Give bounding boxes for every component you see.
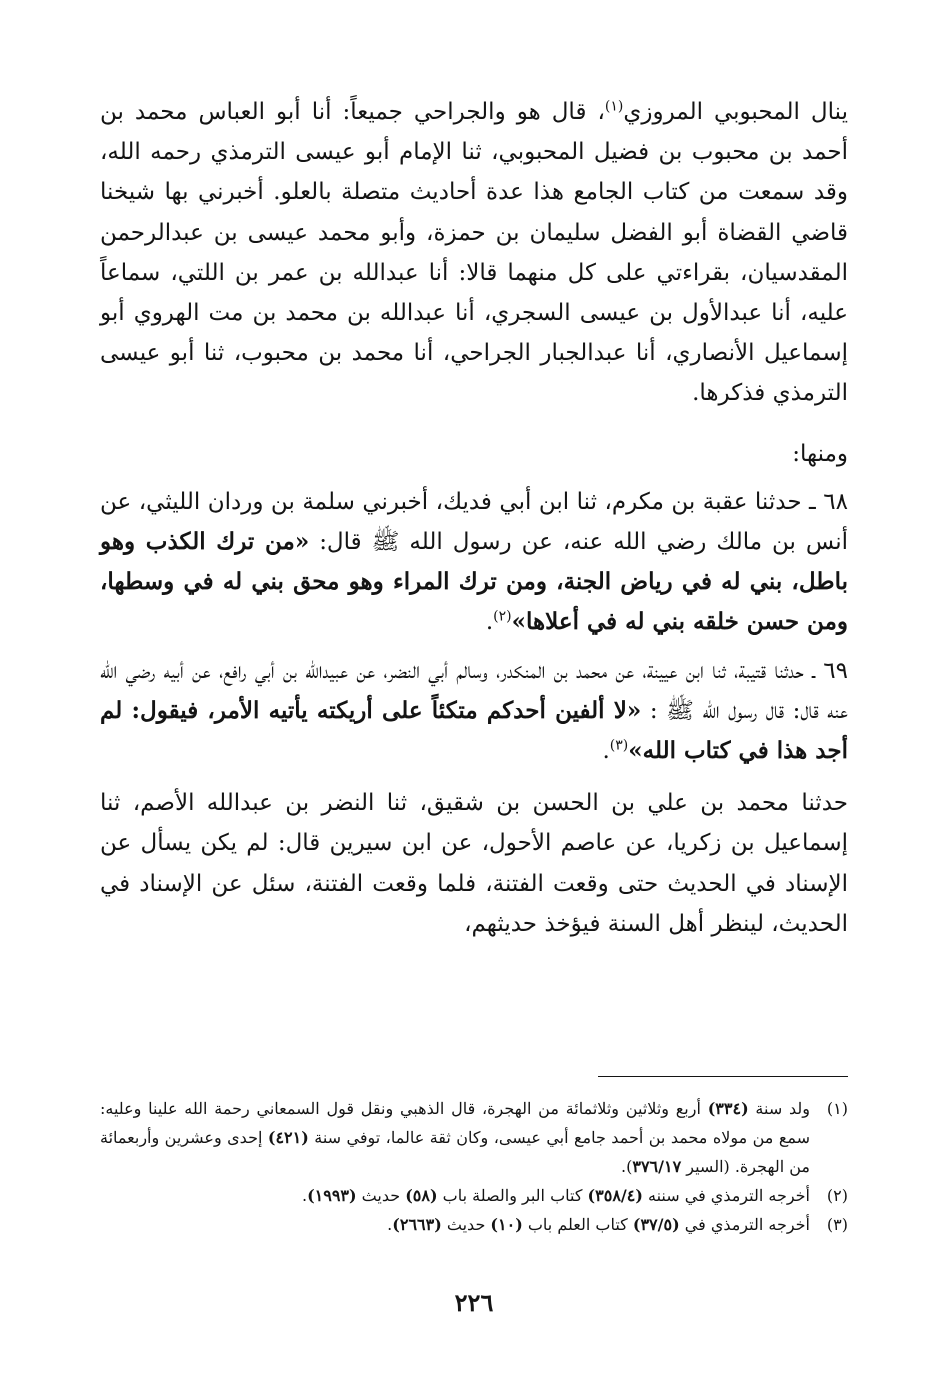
footnote-text: إحدى وعشرين وأربعمائة من الهجرة. (السير: [100, 1128, 810, 1176]
footnotes: [100, 1094, 848, 1239]
footnote-text: حديث: [356, 1186, 406, 1205]
footnote-ref-3: (٣): [609, 737, 629, 754]
footnote-text: .: [301, 1186, 308, 1205]
hadith-68-chain: ٦٨ ـ حدثنا عقبة بن مكرم، ثنا ابن أبي فديك، أخبرني سلمة بن وردان الليثي، عن أنس بن مالك رضي الله عنه، عن رسول الله ﷺ قال:: [100, 488, 849, 556]
footnote-value: (٢٦٦٣): [392, 1215, 442, 1234]
footnote-3: [100, 1210, 848, 1239]
footnote-value: (٣٧/٥): [632, 1215, 680, 1234]
hadith-68-end: .: [485, 609, 494, 636]
footnote-text: .: [387, 1215, 393, 1234]
footnote-number: (٢): [826, 1186, 848, 1205]
footnote-text: ولد سنة: [748, 1099, 811, 1118]
footnote-value: (١٩٩٣): [307, 1186, 357, 1205]
hadith-69-end: .: [602, 738, 610, 765]
hadith-69-text: «لا ألفين أحدكم متكئاً على أريكته يأتيه الأمر، فيقول: لم أجد هذا في كتاب الله»: [100, 696, 848, 765]
hadith-68-text: «من ترك الكذب وهو باطل، بني له في رياض الجنة، ومن ترك المراء وهو محق بني له في وسطها، ومن حسن خلقه بني له في أعلاها»: [100, 528, 848, 636]
hadith-69: [100, 651, 848, 772]
footnote-value: (٥٨): [405, 1186, 438, 1205]
footnote-value: (٣٣٤): [707, 1099, 749, 1118]
footnote-text: ).: [621, 1157, 633, 1176]
hadith-68: [100, 482, 848, 643]
main-text: [100, 92, 848, 944]
footnote-separator: [598, 1076, 848, 1077]
hadith-69-chain: ٦٩ ـ حدثنا قتيبة، ثنا ابن عيينة، عن محمد بن المنكدر، وسالم أبي النضر، عن عبيدالله بن أبي رافع، عن أبيه رضي الله عنه قال: قال رسول الله ﷺ :: [100, 657, 848, 724]
footnote-ref-2: (٢): [493, 608, 512, 625]
footnote-text: أخرجه الترمذي في: [679, 1215, 810, 1234]
footnote-value: (٤٢١): [267, 1128, 309, 1147]
footnote-number: (١): [826, 1099, 848, 1118]
footnote-text: كتاب البر والصلة باب: [437, 1186, 588, 1205]
footnote-value: ٣٧٦/١٧: [632, 1157, 682, 1176]
footnote-text: كتاب العلم باب: [522, 1215, 633, 1234]
footnote-value: (١٠): [490, 1215, 523, 1234]
paragraph-isnad: حدثنا محمد بن علي بن الحسن بن شقيق، ثنا النضر بن عبدالله الأصم، ثنا إسماعيل بن زكريا، عن عاصم الأحول، عن ابن سيرين قال: لم يكن يسأل عن الإسناد في الحديث حتى وقعت الفتنة، فلما وقعت الفتنة، سئل عن الإسناد في الحديث، لينظر أهل السنة فيؤخذ حديثهم،: [100, 790, 848, 937]
paragraph-intro: [100, 92, 848, 414]
footnote-1: [100, 1094, 848, 1181]
intro-text-start: ينال المحبوبي المروزي: [623, 99, 848, 125]
intro-text-rest: ، قال هو والجراحي جميعاً: أنا أبو العباس محمد بن أحمد بن محبوب بن فضيل المحبوبي، ثنا الإمام أبو عيسى الترمذي رحمه الله، وقد سمعت من كتاب الجامع هذا عدة أحاديث متصلة بالعلو. أخبرني بها شيخنا قاضي القضاة أبو الفضل سليمان بن حمزة، وأبو محمد عيسى بن عبدالرحمن المقدسيان، بقراءتي على كل منهما قالا: أنا عبدالله بن عمر بن اللتي، سماعاً عليه، أنا عبدالأول بن عيسى السجري، أنا عبدالله بن محمد بن مت الهروي أبو إسماعيل الأنصاري، أنا عبدالجبار الجراحي، أنا محمد بن محبوب، ثنا أبو عيسى الترمذي فذكرها.: [100, 99, 848, 407]
page-number: ٢٢٦: [454, 1288, 494, 1317]
footnote-number: (٣): [826, 1215, 848, 1234]
footnote-text: أخرجه الترمذي في سننه: [642, 1186, 810, 1205]
footnote-ref-1: (١): [604, 98, 624, 115]
footnote-value: (٣٥٨/٤): [587, 1186, 643, 1205]
footnote-2: [100, 1181, 848, 1210]
footnote-text: أربع وثلاثين وثلاثمائة من الهجرة، قال الذهبي ونقل قول السمعاني رحمة الله علينا وعليه: سمع من مولاه محمد بن أحمد جامع أبي عيسى، وكان ثقة عالما، توفي سنة: [100, 1099, 811, 1147]
footnote-text: حديث: [441, 1215, 491, 1234]
section-label: ومنها:: [792, 440, 848, 467]
